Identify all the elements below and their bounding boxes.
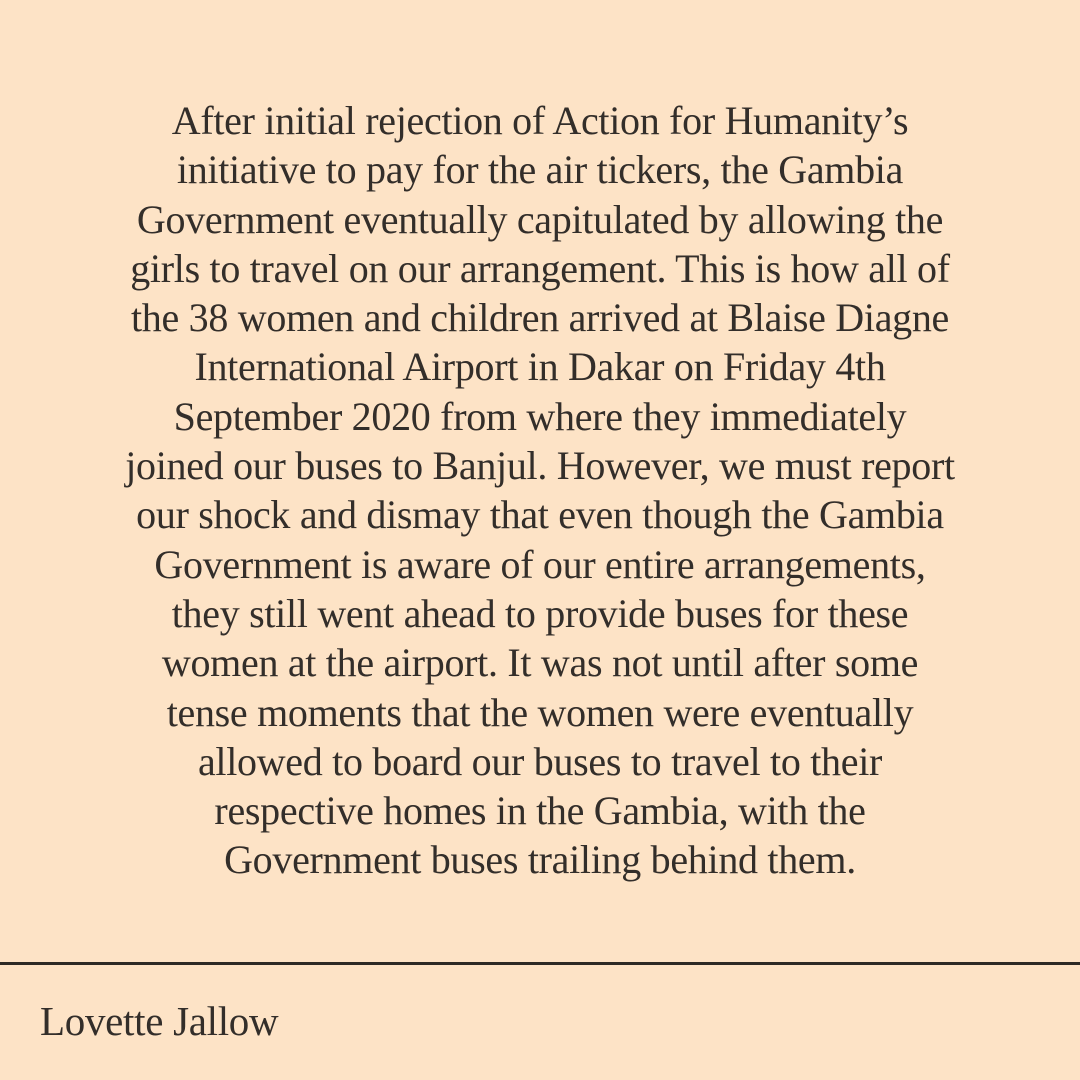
quote-line: our shock and dismay that even though the Gambia <box>136 492 944 538</box>
quote-line: the 38 women and children arrived at Blaise Diagne <box>130 295 950 341</box>
quote-line: initiative to pay for the air tickers, the Gambia <box>176 147 904 193</box>
quote-line: women at the airport. It was not until after some <box>161 640 919 686</box>
quote-line: Government is aware of our entire arrangements, <box>154 541 926 587</box>
divider-line <box>0 962 1080 965</box>
quote-line: tense moments that the women were eventually <box>166 689 914 735</box>
quote-line: they still went ahead to provide buses for these <box>171 590 909 636</box>
quote-line: allowed to board our buses to travel to their <box>197 738 883 784</box>
quote-line: Government eventually capitulated by allowing the <box>136 196 944 242</box>
quote-line: Government buses trailing behind them. <box>224 837 856 883</box>
quote-line: After initial rejection of Action for Humanity’s <box>171 98 909 143</box>
quote-line: International Airport in Dakar on Friday 4th <box>194 344 886 390</box>
quote-line: respective homes in the Gambia, with the <box>214 788 866 834</box>
quote-text <box>55 96 1025 885</box>
quote-line: joined our buses to Banjul. However, we must report <box>125 443 955 489</box>
quote-line: September 2020 from where they immediately <box>173 393 907 439</box>
author-name: Lovette Jallow <box>40 998 279 1044</box>
quote-line: girls to travel on our arrangement. This is how all of <box>130 245 950 291</box>
